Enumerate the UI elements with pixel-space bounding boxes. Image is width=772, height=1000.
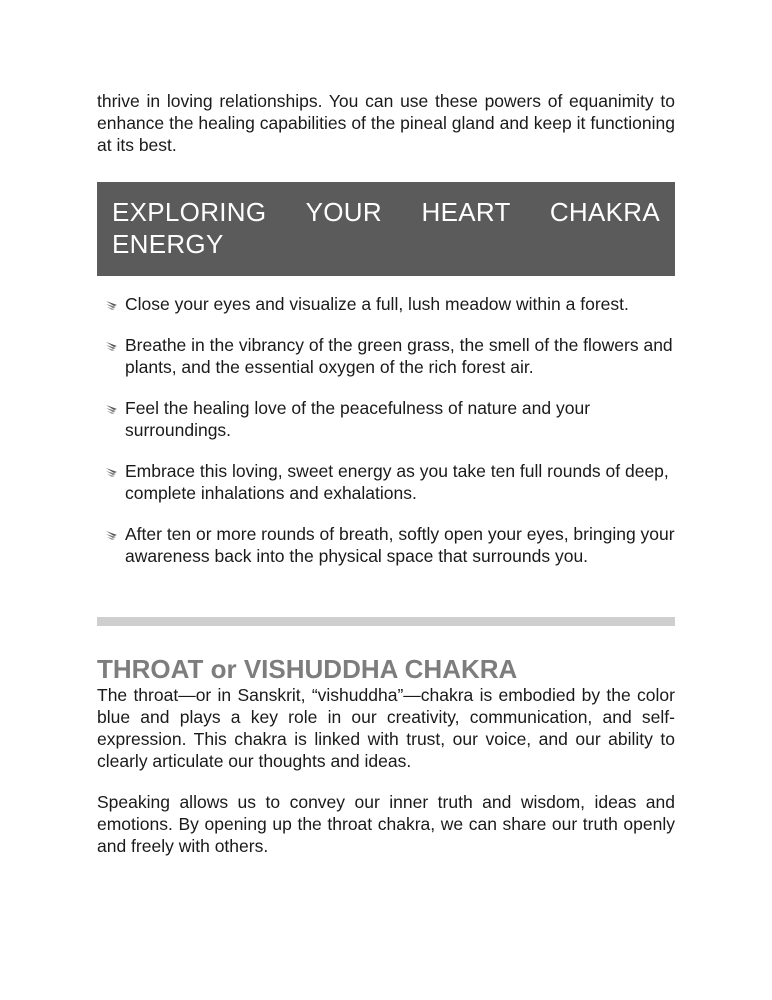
step-text: Close your eyes and visualize a full, lush meadow within a forest.: [125, 294, 629, 314]
pen-nib-icon: [105, 466, 119, 478]
intro-paragraph: thrive in loving relationships. You can use these powers of equanimity to enhance the healing capabilities of the pineal gland and keep it functioning at its best.: [97, 91, 675, 155]
list-item: [97, 460, 675, 504]
section-divider: [97, 617, 675, 626]
step-text: Feel the healing love of the peacefulness of nature and your surroundings.: [125, 398, 591, 440]
pen-nib-icon: [105, 529, 119, 541]
throat-chakra-paragraph-1: The throat—or in Sanskrit, “vishuddha”—chakra is embodied by the color blue and plays a key role in our creativity, communication, and self-expression. This chakra is linked with trust, our voice, and our ability to clearly articulate our thoughts and ideas.: [97, 685, 675, 771]
throat-chakra-paragraph-2: Speaking allows us to convey our inner truth and wisdom, ideas and emotions. By opening up the throat chakra, we can share our truth openly and freely with others.: [97, 792, 675, 856]
list-item: [97, 397, 675, 441]
step-text: After ten or more rounds of breath, softly open your eyes, bringing your awareness back into the physical space that surrounds you.: [125, 524, 675, 566]
list-item: [97, 334, 675, 378]
pen-nib-icon: [105, 299, 119, 311]
list-item: [97, 523, 675, 567]
step-text: Breathe in the vibrancy of the green grass, the smell of the flowers and plants, and the essential oxygen of the rich forest air.: [125, 335, 673, 377]
pen-nib-icon: [105, 340, 119, 352]
heart-chakra-steps-list: [97, 293, 675, 586]
list-item: [97, 293, 675, 315]
heart-chakra-heading: EXPLORING YOUR HEART CHAKRA ENERGY: [112, 197, 660, 259]
step-text: Embrace this loving, sweet energy as you take ten full rounds of deep, complete inhalations and exhalations.: [125, 461, 669, 503]
throat-chakra-title: THROAT or VISHUDDHA CHAKRA: [97, 654, 518, 684]
pen-nib-icon: [105, 403, 119, 415]
heart-chakra-heading-box: [97, 182, 675, 276]
